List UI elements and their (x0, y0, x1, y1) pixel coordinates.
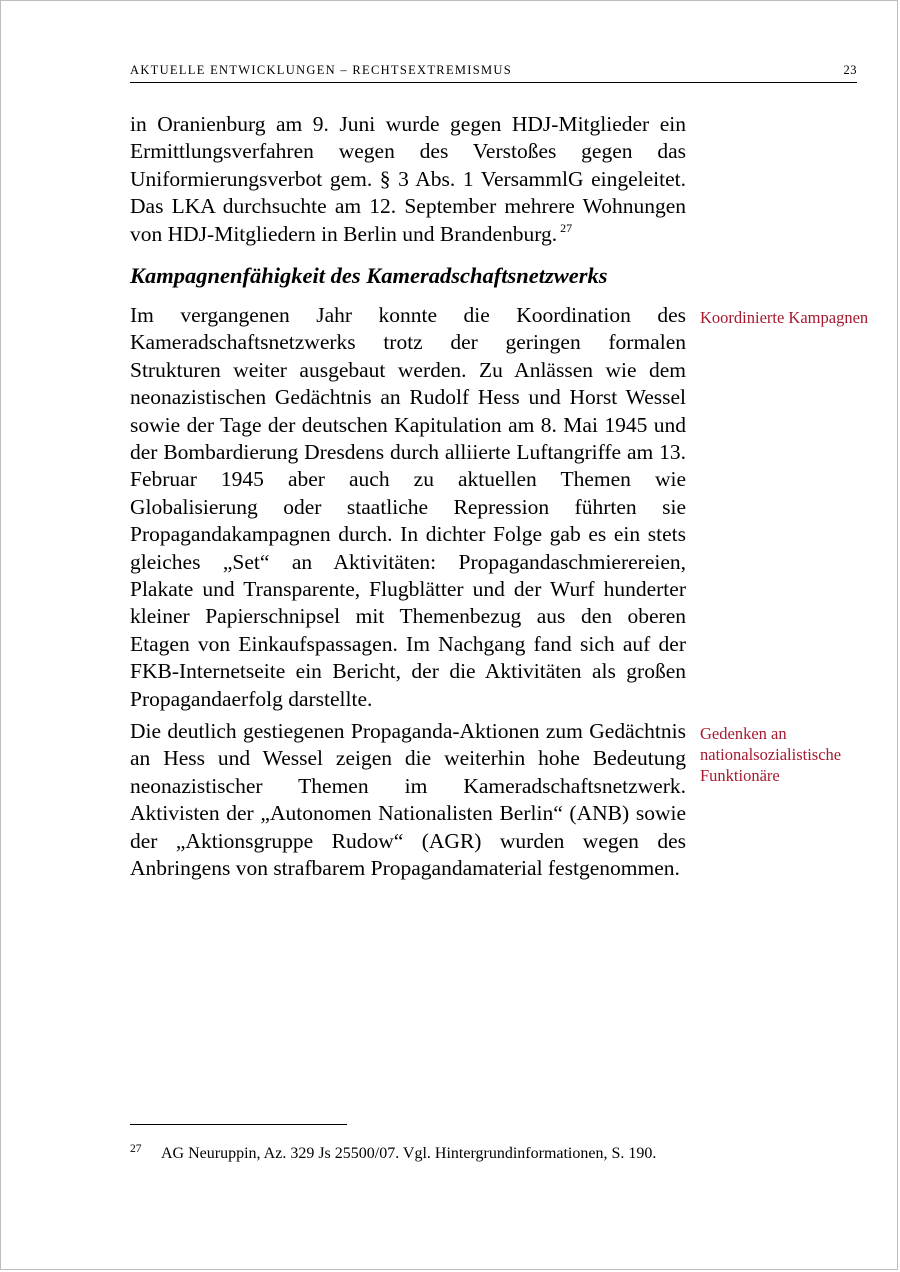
paragraph-1 (130, 111, 686, 248)
margin-note-commemoration: Gedenken an nationalsozialistische Funktionäre (700, 724, 842, 785)
running-title: AKTUELLE ENTWICKLUNGEN – RECHTSEXTREMISMUS (130, 63, 513, 77)
footnote-divider (130, 1124, 347, 1125)
section-heading: Kampagnenfähigkeit des Kameradschaftsnetzwerks (130, 263, 608, 288)
margin-note-coordinated-campaigns: Koordinierte Kampagnen (700, 308, 869, 327)
footnote-text: AG Neuruppin, Az. 329 Js 25500/07. Vgl. Hintergrundinformationen, S. 190. (161, 1145, 657, 1162)
paragraph-1-text: in Oranienburg am 9. Juni wurde gegen HDJ-Mitglieder ein Ermittlungsverfahren wegen des Verstoßes gegen das Uniformierungsverbot gem. § 3 Abs. 1 VersammlG eingeleitet. Das LKA durchsuchte am 12. September mehrere Wohnungen von HDJ-Mitgliedern in Berlin und Brandenburg. (130, 112, 686, 246)
paragraph-3: Die deutlich gestiegenen Propaganda-Aktionen zum Gedächtnis an Hess und Wessel zeigen die weiterhin hohe Bedeutung neonazistischer Themen im Kameradschaftsnetzwerk. Aktivisten der „Autonomen Nationalisten Berlin“ (ANB) sowie der „Aktionsgruppe Rudow“ (AGR) wurden wegen des Anbringens von strafbarem Propagandamaterial festgenommen. (130, 719, 686, 881)
paragraph-2: Im vergangenen Jahr konnte die Koordination des Kameradschaftsnetzwerks trotz der geringen formalen Strukturen weiter ausgebaut werden. Zu Anlässen wie dem neonazistischen Gedächtnis an Rudolf Hess und Horst Wessel sowie der Tage der deutschen Kapitulation am 8. Mai 1945 und der Bombardierung Dresdens durch alliierte Luftangriffe am 13. Februar 1945 aber auch zu aktuellen Themen wie Globalisierung oder staatliche Repression führten sie Propagandakampagnen durch. In dichter Folge gab es ein stets gleiches „Set“ an Aktivitäten: Propagandaschmierereien, Plakate und Transparente, Flugblätter und der Wurf hunderter kleiner Papierschnipsel mit Themenbezug aus den oberen Etagen von Einkaufspassagen. Im Nachgang fand sich auf der FKB-Internetseite ein Bericht, der die Aktivitäten als großen Propagandaerfolg darstellte. (130, 303, 686, 711)
footnote-reference[interactable]: 27 (560, 220, 573, 235)
footnote-number: 27 (130, 1143, 142, 1155)
page-number: 23 (843, 63, 857, 77)
running-header (130, 63, 857, 83)
